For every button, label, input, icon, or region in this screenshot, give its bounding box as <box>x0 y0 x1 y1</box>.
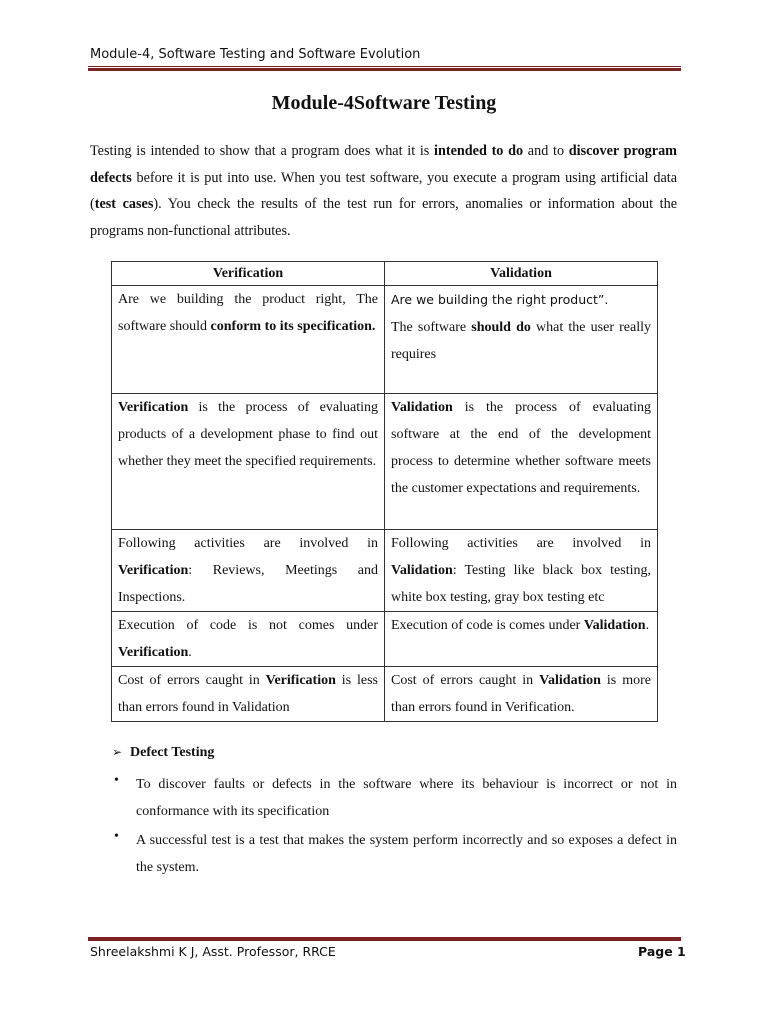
cell-validation: Are we building the right product”. The software should do what the user really requires <box>385 286 658 394</box>
cell-validation: Following activities are involved in Validation: Testing like black box testing, white box testing, gray box testing etc <box>385 530 658 612</box>
running-header: Module-4, Software Testing and Software Evolution <box>90 47 421 62</box>
cell-verification: Cost of errors caught in Verification is less than errors found in Validation <box>112 667 385 722</box>
header-verification: Verification <box>112 262 385 286</box>
page-title: Module-4Software Testing <box>271 92 497 114</box>
verification-validation-table <box>111 261 658 722</box>
bullet-icon: • <box>114 773 119 788</box>
cell-verification: Verification is the process of evaluating products of a development phase to find out whether they meet the specified requirements. <box>112 394 385 530</box>
table-row <box>112 612 658 667</box>
cell-validation: Validation is the process of evaluating software at the end of the development process to determine whether software meets the customer expectations and requirements. <box>385 394 658 530</box>
list-item: A successful test is a test that makes the system perform incorrectly and so exposes a defect in the system. <box>136 833 677 875</box>
table-row <box>112 394 658 530</box>
cell-verification: Following activities are involved in Verification: Reviews, Meetings and Inspections. <box>112 530 385 612</box>
cell-validation: Execution of code is comes under Validation. <box>385 612 658 667</box>
cell-verification: Are we building the product right, The software should conform to its specification. <box>112 286 385 394</box>
page-number: Page 1 <box>638 944 686 959</box>
cell-verification: Execution of code is not comes under Verification. <box>112 612 385 667</box>
header-rule <box>88 66 681 71</box>
table-header-row <box>112 262 658 286</box>
table-row <box>112 667 658 722</box>
cell-validation: Cost of errors caught in Validation is more than errors found in Verification. <box>385 667 658 722</box>
footer-rule <box>88 936 681 941</box>
header-validation: Validation <box>385 262 658 286</box>
table-row <box>112 530 658 612</box>
bullet-icon: • <box>114 829 119 844</box>
arrow-bullet-icon: ➢ <box>112 745 123 759</box>
footer-author: Shreelakshmi K J, Asst. Professor, RRCE <box>90 944 336 959</box>
list-item: To discover faults or defects in the software where its behaviour is incorrect or not in conformance with its specification <box>136 777 677 819</box>
defect-testing-heading: ➢ Defect Testing <box>112 745 215 760</box>
table-row <box>112 286 658 394</box>
intro-paragraph: Testing is intended to show that a program does what it is intended to do and to discover program defects before it is put into use. When you test software, you execute a program using artificial data (test cases). You check the results of the test run for errors, anomalies or information about the programs non-functional attributes. <box>90 143 677 239</box>
